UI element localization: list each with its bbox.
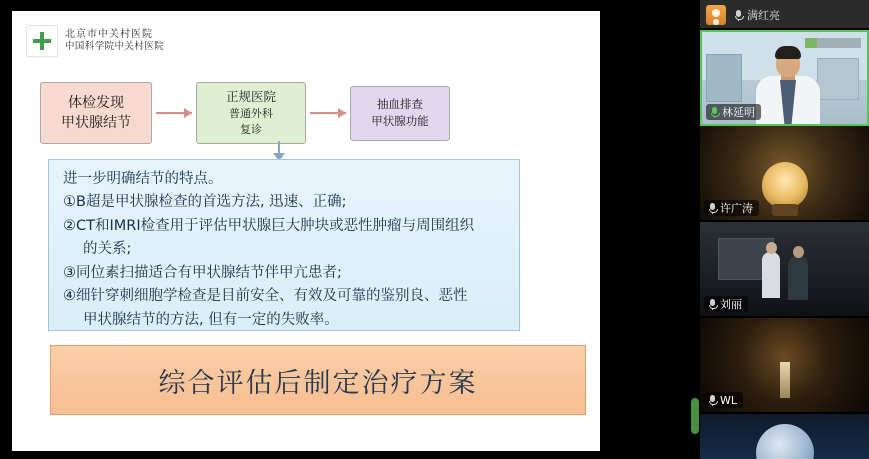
participant-name: 刘丽 <box>720 298 742 311</box>
flow-step-1 <box>40 82 152 144</box>
participant-tile-partial-bottom[interactable] <box>700 414 869 459</box>
flow-step-3-line-2: 甲状腺功能 <box>371 114 429 128</box>
video-feed-partial <box>700 414 869 459</box>
participant-name-tag <box>706 104 761 120</box>
slide-scrollbar[interactable] <box>691 0 699 459</box>
microphone-icon <box>710 106 719 118</box>
participant-name: 许广涛 <box>720 202 753 215</box>
flow-step-3 <box>350 86 450 141</box>
flow-step-2-line-1: 正规医院 <box>225 89 276 104</box>
participant-top-name: 满红亮 <box>747 9 780 22</box>
participant-strip[interactable] <box>700 0 869 459</box>
participant-tile-top[interactable] <box>700 0 869 30</box>
flow-step-1-line-1: 体检发现 <box>68 94 124 111</box>
participant-name-tag <box>704 296 748 312</box>
flow-step-3-line-1: 抽血排查 <box>377 97 423 112</box>
detail-text-block <box>48 159 520 331</box>
hospital-header <box>26 25 164 57</box>
flow-diagram <box>40 79 570 147</box>
flow-step-2 <box>196 82 306 144</box>
user-avatar-icon <box>706 5 726 25</box>
detail-line-2: ②CT和IMRI检查用于评估甲状腺巨大肿块或恶性肿瘤与周围组织 <box>63 217 475 234</box>
participant-top-name-row <box>734 7 780 23</box>
flow-step-2-line-3: 复诊 <box>240 123 262 137</box>
hospital-names <box>65 28 164 54</box>
arrow-right-icon-2 <box>310 108 346 118</box>
arrow-right-icon <box>156 108 192 118</box>
detail-line-1: ①B超是甲状腺检查的首选方法, 迅速、正确; <box>63 194 347 211</box>
detail-line-6: 甲状腺结节的方法, 但有一定的失败率。 <box>83 311 339 328</box>
detail-line-5: ④细针穿刺细胞学检查是目前安全、有效及可靠的鉴别良、恶性 <box>63 288 468 305</box>
participant-name: WL <box>720 393 738 407</box>
slide-scrollbar-thumb[interactable] <box>691 398 699 434</box>
hospital-name-secondary: 中国科学院中关村医院 <box>65 41 165 53</box>
detail-line-0: 进一步明确结节的特点。 <box>63 171 223 187</box>
hospital-name-primary: 北京市中关村医院 <box>65 28 153 40</box>
detail-line-4: ③同位素扫描适合有甲状腺结节伴甲亢患者; <box>63 264 342 281</box>
flow-step-2-line-2: 普通外科 <box>229 107 273 121</box>
participant-tile-wl[interactable] <box>700 318 869 414</box>
participant-name: 林延明 <box>722 106 755 119</box>
participant-tile-xuguangtao[interactable] <box>700 126 869 222</box>
participant-tile-liuli[interactable] <box>700 222 869 318</box>
microphone-icon <box>708 202 717 214</box>
microphone-icon <box>734 9 743 21</box>
participant-name-tag <box>704 392 743 408</box>
flow-step-1-line-2: 甲状腺结节 <box>61 115 131 131</box>
microphone-icon <box>708 394 717 406</box>
conclusion-banner: 综合评估后制定治疗方案 <box>50 345 586 415</box>
participant-tile-linyanming[interactable] <box>700 30 869 126</box>
microphone-icon <box>708 298 717 310</box>
presentation-slide <box>12 11 600 451</box>
participant-name-tag <box>704 200 759 216</box>
hospital-cross-logo-icon <box>26 25 58 57</box>
detail-line-3: 的关系; <box>83 241 132 258</box>
